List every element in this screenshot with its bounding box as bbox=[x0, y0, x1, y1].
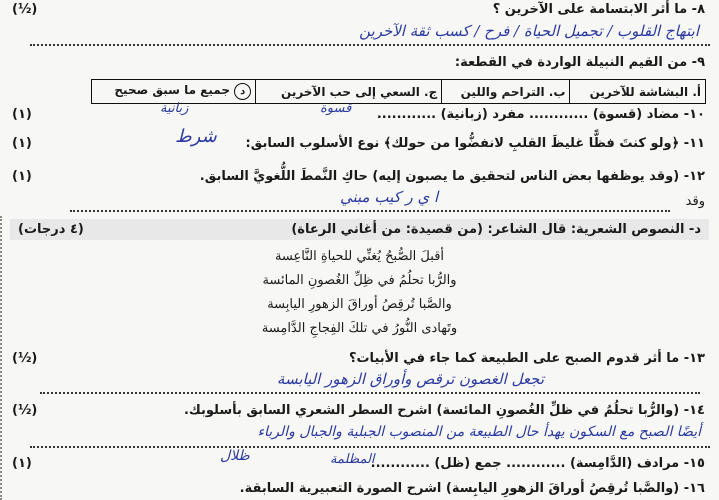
section-header bbox=[10, 219, 709, 240]
poem-line-1: أقبلَ الصُّبحُ يُغنِّي للحياةِ النَّاعِسة bbox=[274, 249, 445, 264]
question-8: ٨- ما أثر الابتسامة على الآخرين ؟ bbox=[492, 2, 705, 17]
question-10: ١٠- مضاد (قسوة) ............ مفرد (زبانية) ............ bbox=[376, 107, 705, 122]
question-12: ١٢- (وقد يوظفها بعض الناس لتحقيق ما يصبون إليه) حاكِ النَّمطَ اللُّغويَّ السابق. bbox=[199, 169, 705, 184]
question-12-prefix: وقد bbox=[685, 194, 705, 209]
answer-line-13 bbox=[40, 392, 700, 394]
answer-10a: قسوة bbox=[320, 101, 352, 116]
poem-line-3: والصَّبا تُرقِصُ أوراقَ الزهورِ اليابِسة bbox=[267, 297, 452, 312]
question-8-mark: (½) bbox=[12, 2, 38, 17]
option-c: ج. السعي إلى حب الآخرين bbox=[256, 80, 442, 104]
answer-15a: المظلمة bbox=[330, 452, 375, 467]
answer-line-12 bbox=[70, 210, 670, 212]
question-15: ١٥- مرادف (الدَّامِسة) ............ جمع (ظل) ............ bbox=[370, 456, 705, 471]
question-9: ٩- من القيم النبيلة الواردة في القطعة: bbox=[454, 55, 705, 70]
answer-12: ا ي ر كيب مبني bbox=[340, 188, 439, 206]
question-13-mark: (½) bbox=[12, 351, 38, 366]
section-degrees: (٤ درجات) bbox=[18, 222, 84, 237]
question-14: ١٤- (والرُّبا تحلُمُ في ظلِّ الغُصونِ المائسة) اشرح السطر الشعري السابق بأسلوبك. bbox=[183, 403, 705, 418]
answer-line-8 bbox=[30, 44, 710, 46]
question-15-mark: (١) bbox=[12, 456, 32, 471]
question-14-mark: (½) bbox=[12, 403, 38, 418]
section-title: د- النصوص الشعرية: قال الشاعر: (من قصيدة: من أغاني الرعاة) bbox=[291, 222, 701, 237]
question-13: ١٣- ما أثر قدوم الصبح على الطبيعة كما جاء في الأبيات؟ bbox=[348, 351, 705, 366]
option-b: ب. التراحم واللين bbox=[442, 80, 570, 104]
answer-15b: ظلال bbox=[220, 448, 250, 464]
answer-14: أيضًا الصبح مع السكون يهدأ حال الطبيعة من المنصوب الجبلية والجبال والرباء bbox=[257, 424, 701, 440]
option-d-label: جميع ما سبق صحيح bbox=[114, 83, 230, 97]
poem-line-4: وتَهادى النُّورُ في تلكَ الفِجاجِ الدَّامِسة bbox=[261, 321, 458, 336]
answer-8: ابتهاج القلوب / تجميل الحياة / فرح / كسب ثقة الآخرين bbox=[359, 22, 699, 40]
poem-line-2: والرُّبا تحلُمُ في ظِلِّ الغُصونِ المائسة bbox=[262, 273, 457, 288]
answer-10b: زبانية bbox=[160, 101, 189, 116]
question-11-mark: (١) bbox=[12, 136, 32, 151]
question-16: ١٦- (والصَّبا تُرقِصُ أوراقَ الزهورِ اليابِسة) اشرح الصورة التعبيرية السابقة. bbox=[239, 481, 705, 496]
option-a: أ. البشاشة للآخرين bbox=[570, 80, 706, 104]
question-11: ١١- ﴿ولو كنتَ فظًّا غليظَ القلبِ لانفضُّوا من حولك﴾ نوع الأسلوب السابق: bbox=[245, 136, 705, 151]
question-12-mark: (١) bbox=[12, 169, 32, 184]
option-d bbox=[92, 80, 256, 104]
answer-line-14 bbox=[30, 446, 710, 448]
answer-11: شرط bbox=[175, 126, 217, 147]
answer-13: تجعل الغصون ترقص وأوراق الزهور اليابسة bbox=[276, 370, 544, 388]
question-10-mark: (١) bbox=[12, 107, 32, 122]
circled-option-d: د bbox=[234, 83, 251, 100]
